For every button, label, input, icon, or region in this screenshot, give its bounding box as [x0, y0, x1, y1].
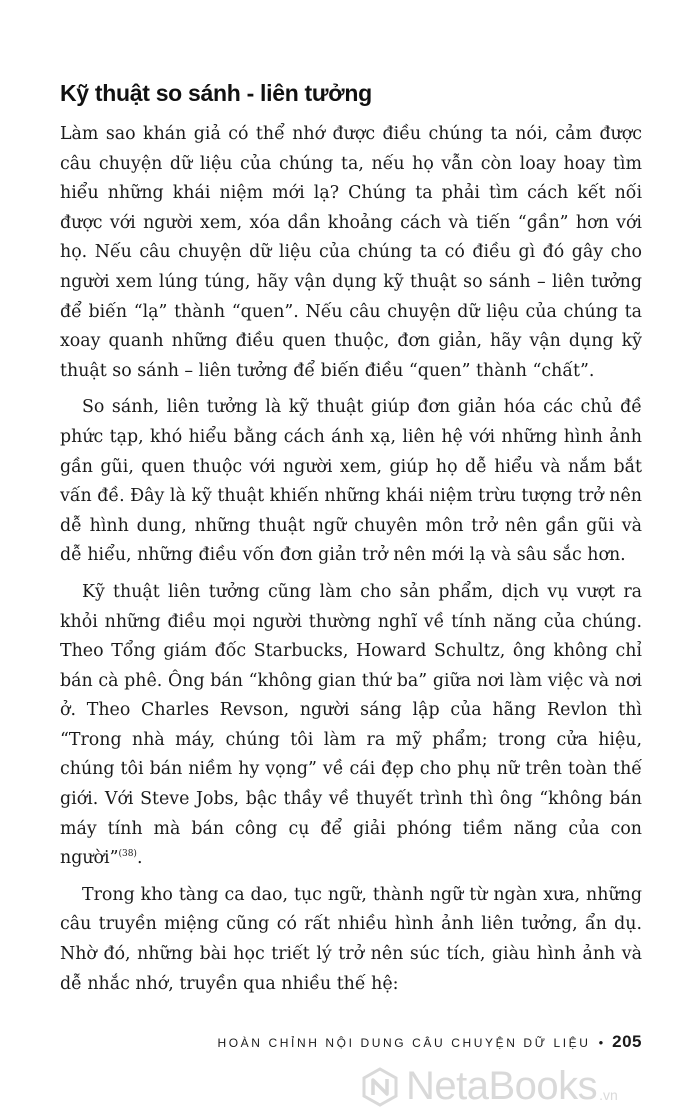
netabooks-logo-icon	[360, 1067, 400, 1107]
footer-bullet: •	[598, 1035, 604, 1050]
footnote-reference: (38)	[118, 849, 137, 860]
running-footer	[217, 1032, 642, 1052]
watermark-suffix: .vn	[599, 1087, 618, 1103]
paragraph-3-end: .	[136, 848, 143, 869]
paragraph-2: So sánh, liên tưởng là kỹ thuật giúp đơn giản hóa các chủ đề phức tạp, khó hiểu bằng cách ánh xạ, liên hệ với những hình ảnh gần gũi, quen thuộc với người xem, giúp họ dễ hiểu và nắm bắt vấn đề. Đây là kỹ thuật khiến những khái niệm trừu tượng trở nên dễ hình dung, những thuật ngữ chuyên môn trở nên gần gũi và dễ hiểu, những điều vốn đơn giản trở nên mới lạ và sâu sắc hơn.	[60, 397, 642, 566]
paragraph-1: Làm sao khán giả có thể nhớ được điều chúng ta nói, cảm được câu chuyện dữ liệu của chúng ta, nếu họ vẫn còn loay hoay tìm hiểu những khái niệm mới lạ? Chúng ta phải tìm cách kết nối được với người xem, xóa dần khoảng cách và tiến “gần” hơn với họ. Nếu câu chuyện dữ liệu của chúng ta có điều gì đó gây cho người xem lúng túng, hãy vận dụng kỹ thuật so sánh – liên tưởng để biến “lạ” thành “quen”. Nếu câu chuyện dữ liệu của chúng ta xoay quanh những điều quen thuộc, đơn giản, hãy vận dụng kỹ thuật so sánh – liên tưởng để biến điều “quen” thành “chất”.	[60, 124, 642, 381]
paragraph-4: Trong kho tàng ca dao, tục ngữ, thành ngữ từ ngàn xưa, những câu truyền miệng cũng có rất nhiều hình ảnh liên tưởng, ẩn dụ. Nhờ đó, những bài học triết lý trở nên súc tích, giàu hình ảnh và dễ nhắc nhớ, truyền qua nhiều thế hệ:	[60, 884, 642, 994]
section-title: Kỹ thuật so sánh - liên tưởng	[60, 80, 372, 106]
watermark-brand: NetaBooks	[406, 1064, 598, 1108]
watermark	[360, 1064, 618, 1109]
page-number: 205	[612, 1032, 642, 1051]
body-text	[60, 120, 642, 1006]
running-title: HOÀN CHỈNH NỘI DUNG CÂU CHUYỆN DỮ LIỆU	[217, 1036, 591, 1050]
paragraph-3-text: Kỹ thuật liên tưởng cũng làm cho sản phẩm, dịch vụ vượt ra khỏi những điều mọi người thường nghĩ về tính năng của chúng. Theo Tổng giám đốc Starbucks, Howard Schultz, ông không chỉ bán cà phê. Ông bán “không gian thứ ba” giữa nơi làm việc và nơi ở. Theo Charles Revson, người sáng lập của hãng Revlon thì “Trong nhà máy, chúng tôi làm ra mỹ phẩm; trong cửa hiệu, chúng tôi bán niềm hy vọng” về cái đẹp cho phụ nữ trên toàn thế giới. Với Steve Jobs, bậc thầy về thuyết trình thì ông “không bán máy tính mà bán công cụ để giải phóng tiềm năng của con người”	[60, 581, 642, 869]
paragraph-3	[60, 578, 642, 874]
